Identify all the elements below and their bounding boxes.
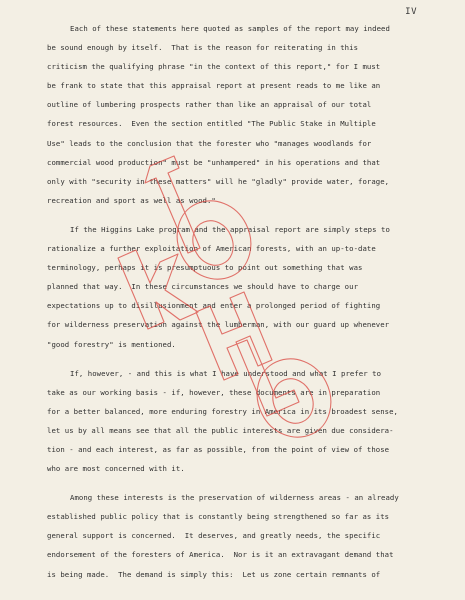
text-line: for wilderness preservation against the lumberman, with our guard up whenever [47,320,390,330]
page-number: IV [405,7,417,17]
text-line: who are most concerned with it. [47,464,185,474]
text-line: is being made. The demand is simply this: Let us zone certain remnants of [47,569,381,579]
text-line: let us by all means see that all the public interests are given due considera- [47,425,394,435]
text-line: If, however, - and this is what I have understood and what I prefer to [70,368,382,378]
text-line: commercial wood production" must be "unhampered" in his operations and that [47,157,381,167]
document-body [47,19,417,584]
text-line: outline of lumbering prospects rather than like an appraisal of our total [47,100,372,110]
paragraph-gap [47,354,417,364]
text-line: general support is concerned. It deserves, and greatly needs, the specific [47,531,381,541]
text-line: Use" leads to the conclusion that the forester who "manages woodlands for [47,138,372,148]
text-line: If the Higgins Lake program and the appraisal report are simply steps to [70,224,390,234]
paragraph-1 [47,19,417,210]
text-line: recreation and sport as well as wood." [47,195,216,205]
text-line: endorsement of the foresters of America. Nor is it an extravagant demand that [47,550,394,560]
paragraph-gap [47,478,417,488]
text-line: established public policy that is constantly being strengthened so far as its [47,512,390,522]
text-line: for a better balanced, more enduring forestry in America in its broadest sense, [47,406,399,416]
text-line: criticism the qualifying phrase "in the context of this report," for I must [47,62,381,72]
text-line: forest resources. Even the section entitled "The Public Stake in Multiple [47,119,376,129]
text-line: only with "security in these matters" will he "gladly" provide water, forage, [47,176,390,186]
text-line: tion - and each interest, as far as possible, from the point of view of those [47,444,390,454]
text-line: terminology, perhaps it is presumptuous to point out something that was [47,263,363,273]
paragraph-3 [47,364,417,479]
paragraph-4 [47,488,417,583]
text-line: Each of these statements here quoted as samples of the report may indeed [70,24,390,33]
text-line: be sound enough by itself. That is the reason for reiterating in this [47,43,359,53]
text-line: Among these interests is the preservation of wilderness areas - an already [70,493,399,503]
text-line: rationalize a further exploitation of American forests, with an up-to-date [47,244,376,254]
text-line: "good forestry" is mentioned. [47,339,176,349]
text-line: be frank to state that this appraisal report at present reads to me like an [47,81,381,91]
text-line: planned that way. In these circumstances we should have to charge our [47,282,359,292]
paragraph-gap [47,210,417,220]
text-line: expectations up to disillusionment and enter a prolonged period of fighting [47,301,381,311]
text-line: take as our working basis - if, however, these documents are in preparation [47,387,381,397]
paragraph-2 [47,220,417,354]
